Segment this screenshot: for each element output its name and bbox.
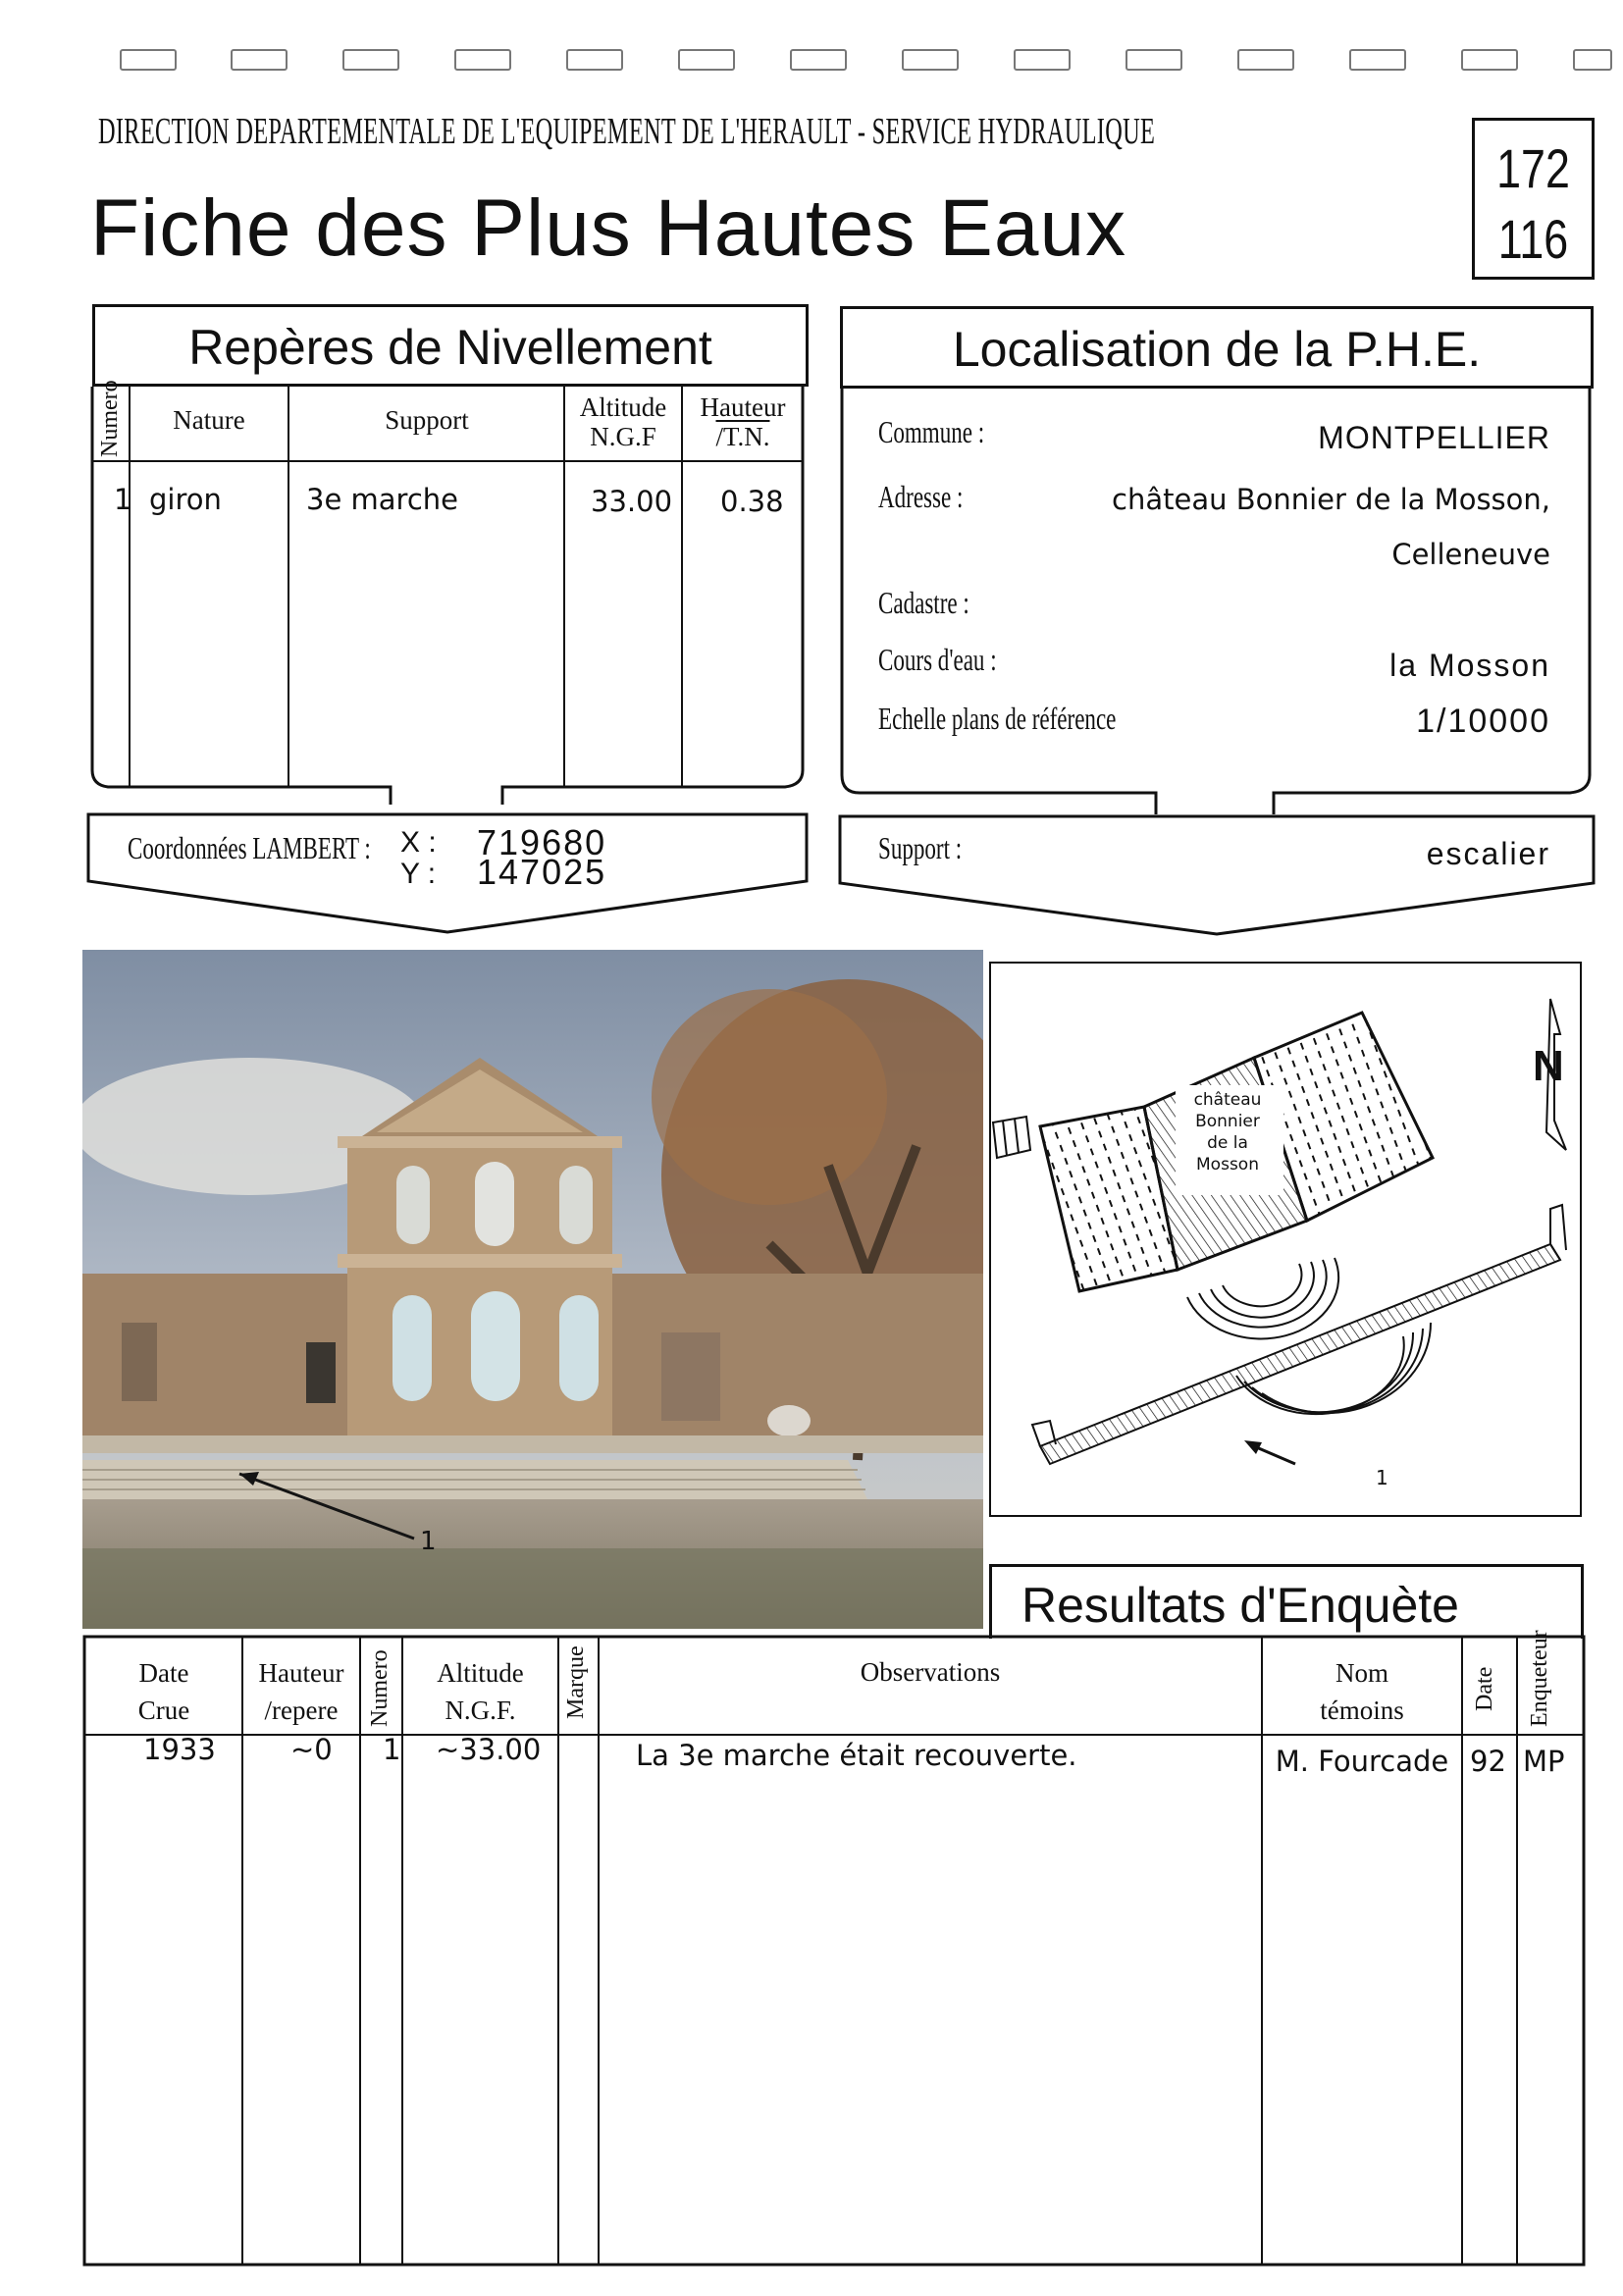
- res-row-date-crue: 1933: [143, 1733, 216, 1766]
- res-row-observations: La 3e marche était recouverte.: [636, 1739, 1077, 1772]
- res-row-hauteur: ~0: [290, 1733, 333, 1766]
- res-col-date-crue-l1: Date: [138, 1658, 189, 1688]
- res-row-nom: M. Fourcade: [1275, 1745, 1449, 1778]
- res-col-date-crue-l2: Crue: [137, 1696, 190, 1725]
- col-nature: Nature: [173, 405, 245, 435]
- res-col-numero: Numero: [367, 1649, 393, 1727]
- res-row-altitude: ~33.00: [436, 1733, 542, 1766]
- plan-building-l2: Bonnier: [1195, 1112, 1260, 1131]
- plan-building-l4: Mosson: [1196, 1155, 1259, 1174]
- res-col-hauteur-l1: Hauteur: [258, 1658, 344, 1688]
- reference-top: 172: [1496, 137, 1570, 199]
- commune-value: MONTPELLIER: [1318, 420, 1550, 455]
- lambert-y-value: 147025: [477, 852, 607, 892]
- lambert-y-label: Y :: [400, 858, 437, 890]
- cours-label: Cours d'eau :: [878, 642, 997, 677]
- commune-label: Commune :: [878, 414, 985, 449]
- res-col-altitude: [403, 1654, 557, 1729]
- res-col-hauteur: [243, 1654, 359, 1729]
- lambert-label: Coordonnées LAMBERT :: [128, 830, 371, 865]
- resultats-title: Resultats d'Enquète: [1021, 1578, 1459, 1633]
- col-altitude-l2: N.G.F: [590, 422, 656, 451]
- res-row-enqueteur: MP: [1523, 1745, 1565, 1778]
- res-row-date: 92: [1470, 1745, 1506, 1778]
- plan-building-l3: de la: [1207, 1133, 1248, 1153]
- photo-marker: 1: [420, 1527, 437, 1556]
- res-col-hauteur-l2: /repere: [264, 1696, 339, 1725]
- res-col-date: Date: [1472, 1666, 1497, 1711]
- department-header: DIRECTION DEPARTEMENTALE DE L'EQUIPEMENT DE L'HERAULT - SERVICE HYDRAULIQUE: [98, 111, 1156, 152]
- res-col-observations: Observations: [860, 1657, 1001, 1687]
- col-hauteur-l1: Hauteur: [700, 392, 786, 422]
- reperes-title: Repères de Nivellement: [188, 320, 712, 375]
- adresse-label: Adresse :: [878, 479, 964, 514]
- adresse-value-line2: Celleneuve: [1391, 538, 1550, 571]
- reference-bottom: 116: [1497, 208, 1569, 270]
- res-col-date-crue: [86, 1654, 241, 1729]
- res-col-altitude-l2: N.G.F.: [445, 1696, 516, 1725]
- res-row-numero: 1: [383, 1733, 401, 1766]
- cours-value: la Mosson: [1389, 648, 1550, 683]
- adresse-value-line1: château Bonnier de la Mosson,: [1112, 483, 1550, 516]
- north-arrow-icon: N: [1533, 1042, 1564, 1090]
- res-col-nom-l2: témoins: [1320, 1696, 1404, 1725]
- echelle-label: Echelle plans de référence: [878, 701, 1117, 736]
- res-col-nom-l1: Nom: [1335, 1658, 1388, 1688]
- row-numero: 1: [114, 483, 132, 516]
- plan-marker: 1: [1376, 1466, 1388, 1489]
- row-nature: giron: [149, 483, 222, 516]
- col-hauteur-l2: /T.N.: [715, 422, 770, 451]
- lambert-x-value: 719680: [477, 822, 607, 862]
- page-title: Fiche des Plus Hautes Eaux: [90, 183, 1127, 273]
- row-altitude: 33.00: [591, 485, 673, 518]
- localisation-title: Localisation de la P.H.E.: [952, 322, 1482, 377]
- res-col-nom: [1263, 1654, 1461, 1729]
- support-label: Support :: [878, 830, 963, 865]
- cadastre-label: Cadastre :: [878, 585, 969, 620]
- col-altitude-l1: Altitude: [579, 392, 667, 422]
- col-numero: Numero: [97, 380, 123, 457]
- res-col-altitude-l1: Altitude: [437, 1658, 524, 1688]
- plan-building-l1: château: [1193, 1090, 1262, 1110]
- res-col-marque: Marque: [563, 1645, 589, 1719]
- res-col-enqueteur: Enqueteur: [1527, 1630, 1552, 1727]
- col-support: Support: [385, 405, 469, 435]
- row-support: 3e marche: [306, 483, 458, 516]
- row-hauteur: 0.38: [720, 485, 784, 518]
- support-value: escalier: [1426, 836, 1550, 871]
- lambert-x-label: X :: [400, 826, 437, 859]
- echelle-value: 1/10000: [1416, 703, 1550, 740]
